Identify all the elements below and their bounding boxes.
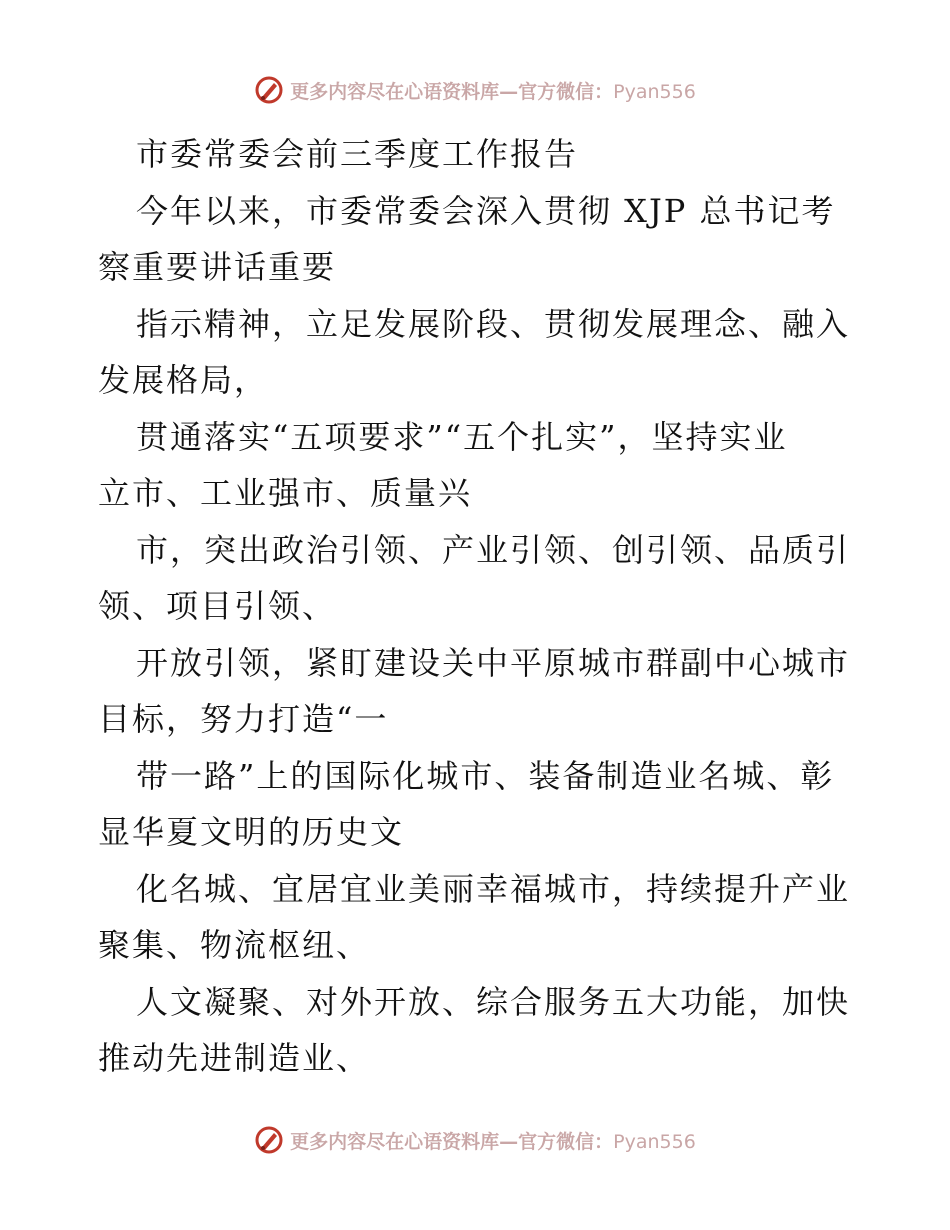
red-pen-circle-icon: [254, 75, 284, 105]
watermark-text: 更多内容尽在心语资料库—官方微信：Pyan556: [290, 80, 696, 103]
document-title: 市委常委会前三季度工作报告: [136, 135, 579, 173]
paragraph-line: 今年以来，市委常委会深入贯彻 XJP 总书记考: [136, 191, 836, 230]
paragraph-line: 领、项目引领、: [98, 587, 337, 625]
paragraph-line: 贯通落实“五项要求”“五个扎实”，坚持实业: [136, 417, 788, 456]
paragraph-line: 目标，努力打造“一: [98, 700, 389, 738]
paragraph-line: 带一路”上的国际化城市、装备制造业名城、彰: [136, 756, 835, 795]
watermark-text: 更多内容尽在心语资料库—官方微信：Pyan556: [290, 1130, 696, 1153]
paragraph-line: 开放引领，紧盯建设关中平原城市群副中心城市: [136, 643, 851, 682]
paragraph-line: 推动先进制造业、: [98, 1039, 371, 1077]
document-body: [98, 126, 858, 1087]
paragraph-line: 聚集、物流枢纽、: [98, 926, 371, 964]
paragraph-line: 立市、工业强市、质量兴: [98, 474, 473, 512]
footer-watermark: [0, 1120, 950, 1160]
paragraph-line: 发展格局，: [98, 361, 269, 399]
watermark-id: Pyan556: [613, 80, 696, 103]
paragraph-line: 指示精神，立足发展阶段、贯彻发展理念、融入: [136, 304, 851, 343]
paragraph-line: 察重要讲话重要: [98, 248, 337, 286]
red-pen-circle-icon: [254, 1125, 284, 1155]
paragraph-line: 化名城、宜居宜业美丽幸福城市，持续提升产业: [136, 869, 851, 908]
paragraph-line: 显华夏文明的历史文: [98, 813, 405, 851]
paragraph-line: 人文凝聚、对外开放、综合服务五大功能，加快: [136, 982, 851, 1021]
watermark-id: Pyan556: [613, 1130, 696, 1153]
header-watermark: [0, 70, 950, 110]
paragraph-line: 市，突出政治引领、产业引领、创引领、品质引: [136, 530, 851, 569]
